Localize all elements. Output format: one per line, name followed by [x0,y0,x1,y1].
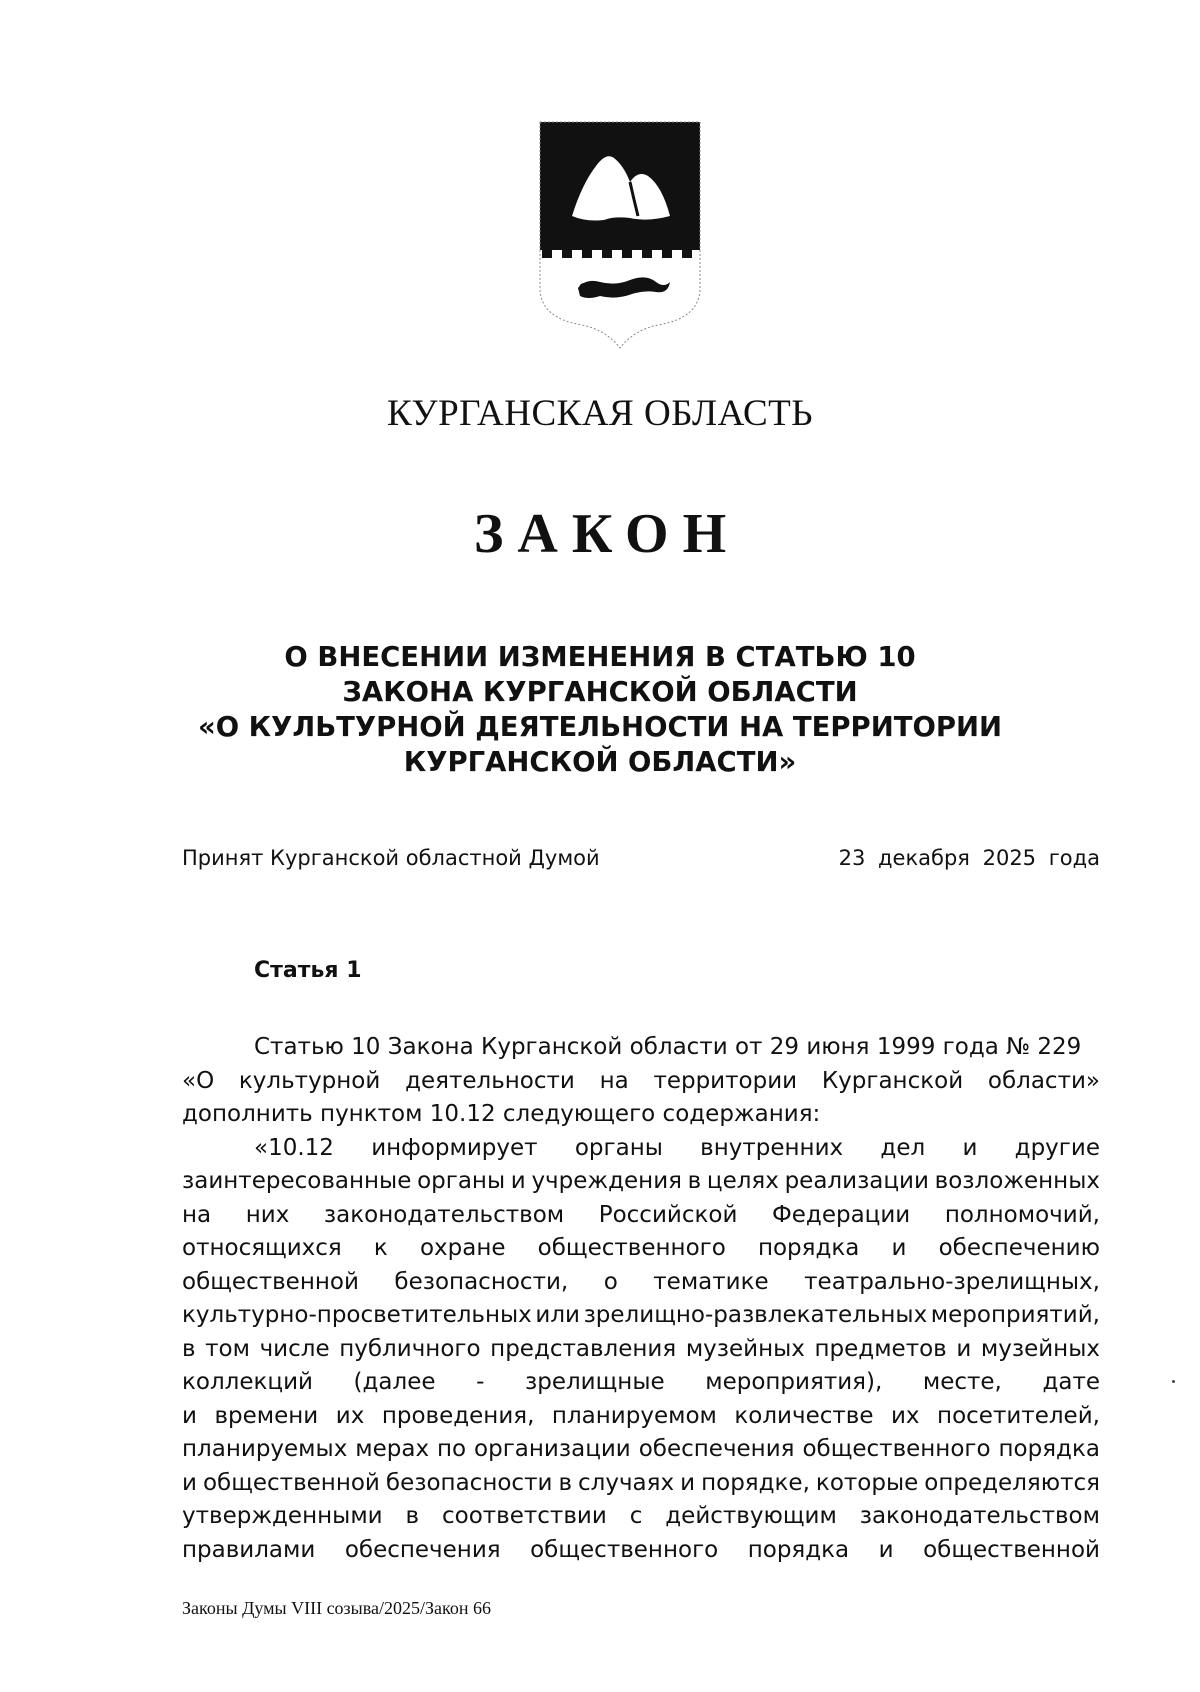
law-title-line: КУРГАНСКОЙ ОБЛАСТИ» [403,746,797,778]
body-line: утвержденными в соответствии с действующим законодательством [182,1503,1100,1529]
document-footer: Законы Думы VIII созыва/2025/Закон 66 [182,1598,491,1618]
body-line: на них законодательством Российской Федерации полномочий, [182,1201,1100,1228]
article-body [182,1031,1100,1567]
scan-speck [1172,1380,1175,1383]
body-line: относящихся к охране общественного порядка и обеспечению [182,1235,1100,1261]
law-title-line: ЗАКОНА КУРГАНСКОЙ ОБЛАСТИ [342,676,858,708]
body-line: дополнить пунктом 10.12 следующего содержания: [182,1101,821,1127]
law-title [150,640,1050,780]
body-line: культурно-просветительных или зрелищно-развлекательных мероприятий, [182,1302,1100,1328]
body-line: и общественной безопасности в случаях и порядке, которые определяются [182,1469,1100,1496]
body-line: общественной безопасности, о тематике театрально-зрелищных, [182,1268,1100,1295]
coat-of-arms-icon [538,120,702,352]
body-line: в том числе публичного представления музейных предметов и музейных [182,1335,1100,1362]
law-title-line: О ВНЕСЕНИИ ИЗМЕНЕНИЯ В СТАТЬЮ 10 [284,641,916,673]
body-line: «10.12 информирует органы внутренних дел и другие [254,1134,1100,1161]
body-line: правилами обеспечения общественного порядка и общественной [182,1536,1100,1563]
body-line: планируемых мерах по организации обеспечения общественного порядка [182,1436,1100,1462]
document-type: ЗАКОН [473,503,741,565]
law-title-line: «О КУЛЬТУРНОЙ ДЕЯТЕЛЬНОСТИ НА ТЕРРИТОРИИ [197,711,1003,743]
body-line: и времени их проведения, планируемом количестве их посетителей, [182,1402,1100,1429]
body-line: коллекций (далее - зрелищные мероприятия), месте, дате [182,1369,1100,1395]
body-line: «О культурной деятельности на территории Курганской области» [182,1067,1100,1094]
adopted-by: Принят Курганской областной Думой [182,846,600,870]
adoption-date: 23 декабря 2025 года [838,846,1100,870]
body-line: заинтересованные органы и учреждения в целях реализации возложенных [182,1168,1100,1194]
body-line: Статью 10 Закона Курганской области от 29 июня 1999 года № 229 [254,1034,1082,1060]
region-name: КУРГАНСКАЯ ОБЛАСТЬ [386,393,814,434]
article-heading: Статья 1 [254,958,362,983]
